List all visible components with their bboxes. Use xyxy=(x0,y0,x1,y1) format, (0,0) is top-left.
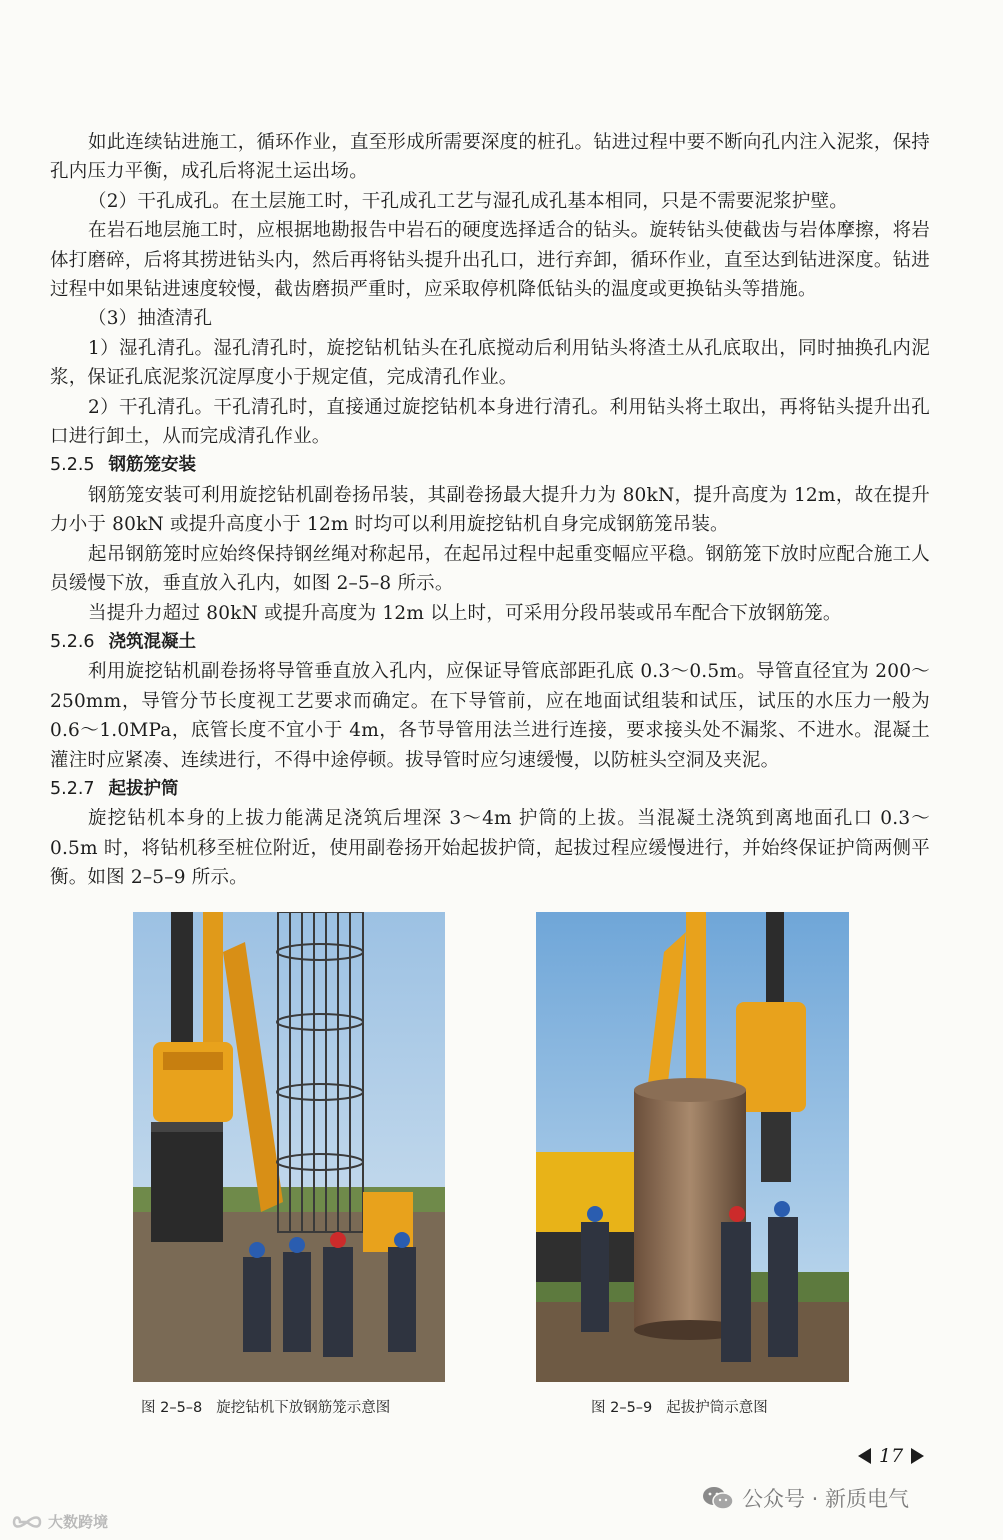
figure-number: 图 2–5–9 xyxy=(591,1400,653,1416)
figure-caption-text: 旋挖钻机下放钢筋笼示意图 xyxy=(216,1400,391,1416)
paragraph: 当提升力超过 80kN 或提升高度为 12m 以上时，可采用分段吊装或吊车配合下放钢筋笼。 xyxy=(88,602,842,624)
paragraph: 1）湿孔清孔。湿孔清孔时，旋挖钻机钻头在孔底搅动后利用钻头将渣土从孔底取出，同时抽换孔内泥浆，保证孔底泥浆沉淀厚度小于规定值，完成清孔作业。 xyxy=(50,337,930,389)
figure-caption-text: 起拔护筒示意图 xyxy=(666,1400,768,1416)
figure-photo-casing-extraction xyxy=(536,912,849,1382)
paragraph: （3）抽渣清孔 xyxy=(88,308,213,330)
paragraph: 钢筋笼安装可利用旋挖钻机副卷扬吊装，其副卷扬最大提升力为 80kN，提升高度为 12m，故在提升力小于 80kN 或提升高度小于 12m 时均可以利用旋挖钻机自身完成钢筋笼吊装。 xyxy=(50,484,930,536)
paragraph: 旋挖钻机本身的上拔力能满足浇筑后埋深 3～4m 护筒的上拔。当混凝土浇筑到离地面孔口 0.3～0.5m 时，将钻机移至桩位附近，使用副卷扬开始起拔护筒，起拔过程应缓慢进行，并始终保证护筒两侧平衡。如图 2–5–9 所示。 xyxy=(50,808,930,889)
watermark-text: 大数跨境 xyxy=(48,1513,109,1531)
figure-caption-2-5-9 xyxy=(591,1396,768,1417)
figure-photo-rebar-cage xyxy=(133,912,445,1382)
section-heading-5-2-7 xyxy=(50,775,930,804)
infinity-logo-icon xyxy=(12,1513,42,1531)
bottom-left-watermark xyxy=(12,1511,108,1532)
section-heading-5-2-5 xyxy=(50,451,930,480)
section-number: 5.2.5 xyxy=(50,455,95,476)
wechat-icon xyxy=(702,1485,734,1511)
body-text xyxy=(50,128,930,893)
page-number: 17 xyxy=(879,1445,904,1467)
next-page-icon[interactable] xyxy=(911,1448,924,1464)
figure-caption-2-5-8 xyxy=(141,1396,390,1417)
figure-number: 图 2–5–8 xyxy=(141,1400,203,1416)
section-number: 5.2.6 xyxy=(50,631,95,652)
section-title: 浇筑混凝土 xyxy=(108,631,197,652)
section-title: 起拔护筒 xyxy=(108,778,179,799)
section-number: 5.2.7 xyxy=(50,778,95,799)
prev-page-icon[interactable] xyxy=(858,1448,871,1464)
wechat-watermark xyxy=(702,1483,909,1513)
watermark-text: 公众号 · 新质电气 xyxy=(742,1487,910,1511)
paragraph: 2）干孔清孔。干孔清孔时，直接通过旋挖钻机本身进行清孔。利用钻头将土取出，再将钻头提升出孔口进行卸土，从而完成清孔作业。 xyxy=(50,396,930,448)
paragraph: 在岩石地层施工时，应根据地勘报告中岩石的硬度选择适合的钻头。旋转钻头使截齿与岩体摩擦，将岩体打磨碎，后将其捞进钻头内，然后再将钻头提升出孔口，进行弃卸，循环作业，直至达到钻进深度。钻进过程中如果钻进速度较慢，截齿磨损严重时，应采取停机降低钻头的温度或更换钻头等措施。 xyxy=(50,220,930,301)
paragraph: 利用旋挖钻机副卷扬将导管垂直放入孔内，应保证导管底部距孔底 0.3～0.5m。导管直径宜为 200～250mm，导管分节长度视工艺要求而确定。在下导管前，应在地面试组装和试压，试压的水压力一般为 0.6～1.0MPa，底管长度不宜小于 4m，各节导管用法兰进行连接，要求接头处不漏浆、不进水。混凝土灌注时应紧凑、连续进行，不得中途停顿。拔导管时应匀速缓慢，以防桩头空洞及夹泥。 xyxy=(50,661,930,771)
paragraph: 起吊钢筋笼时应始终保持钢丝绳对称起吊，在起吊过程中起重变幅应平稳。钢筋笼下放时应配合施工人员缓慢下放，垂直放入孔内，如图 2–5–8 所示。 xyxy=(50,543,930,595)
paragraph: 如此连续钻进施工，循环作业，直至形成所需要深度的桩孔。钻进过程中要不断向孔内注入泥浆，保持孔内压力平衡，成孔后将泥土运出场。 xyxy=(50,132,930,183)
page-number-nav xyxy=(858,1442,924,1470)
section-title: 钢筋笼安装 xyxy=(108,455,197,476)
paragraph: （2）干孔成孔。在土层施工时，干孔成孔工艺与湿孔成孔基本相同，只是不需要泥浆护壁。 xyxy=(88,190,848,212)
section-heading-5-2-6 xyxy=(50,628,930,657)
